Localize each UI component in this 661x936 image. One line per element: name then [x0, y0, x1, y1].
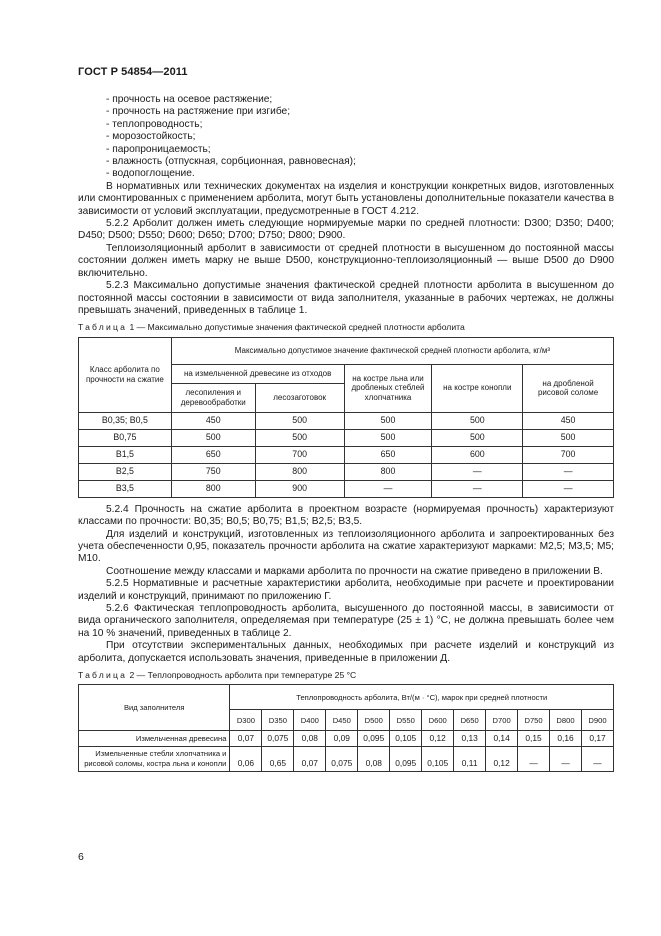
paragraph: 5.2.2 Арболит должен иметь следующие нормируемые марки по средней плотности: D300; D350; D400; D450; D500; D550; D600; D650; D700; D750; D800; D900.	[78, 218, 614, 242]
list-item: - морозостойкость;	[106, 131, 196, 143]
table-cell: —	[518, 747, 550, 771]
table-cell: 500	[255, 429, 344, 446]
table1-caption-word: Таблица	[78, 322, 128, 333]
table-cell: 700	[255, 446, 344, 463]
list-item: - паропроницаемость;	[106, 143, 211, 155]
table-cell: 800	[171, 480, 255, 497]
table-row	[79, 747, 614, 771]
table-cell: 0,12	[422, 731, 454, 747]
col-straw-header: на дробленой рисовой соломе	[523, 364, 614, 412]
table-cell: B0,35; B0,5	[79, 412, 172, 429]
table-cell: B0,75	[79, 429, 172, 446]
document-body	[78, 94, 614, 772]
grade-header: D450	[326, 710, 358, 731]
list-item: - теплопроводность;	[106, 118, 203, 130]
table-cell: 0,16	[550, 731, 582, 747]
table-cell: 0,11	[454, 747, 486, 771]
paragraph: 5.2.6 Фактическая теплопроводность арболита, высушенного до постоянной массы, в зависимости от вида органического заполнителя, определяемая при температуре (25 ± 1) °С, не должна превышать более чем на 10 % значений, приведенных в таблице 2.	[78, 602, 614, 639]
table-cell: 0,105	[390, 731, 422, 747]
list-item: - влажность (отпускная, сорбционная, равновесная);	[106, 156, 356, 168]
table-cell: 600	[432, 446, 523, 463]
col-wood-header: на измельченной древесине из отходов	[171, 364, 344, 383]
table-cell: 500	[344, 412, 432, 429]
table-cell: 0,06	[230, 747, 262, 771]
table-cell: 750	[171, 463, 255, 480]
grade-header: D350	[262, 710, 294, 731]
col-hemp-header: на костре конопли	[432, 364, 523, 412]
col-saw-header: лесопиления и деревообработки	[171, 383, 255, 412]
paragraph: Соотношение между классами и марками арболита по прочности на сжатие приведено в приложении В.	[106, 565, 603, 577]
list-item: - прочность на осевое растяжение;	[106, 94, 273, 105]
table-cell: 0,095	[358, 731, 390, 747]
table2-caption	[78, 669, 614, 681]
paragraph: Для изделий и конструкций, изготовленных из теплоизоляционного арболита и запроектированных без учета обеспеченности 0,95, показатель прочности арболита на сжатие характеризуют марками: M2,5; M3,5; M5; M10.	[78, 528, 614, 565]
table-cell: 450	[523, 412, 614, 429]
col-class-header: Класс арболита по прочности на сжатие	[79, 337, 172, 412]
paragraph: При отсутствии экспериментальных данных, необходимых при расчете изделий и конструкций из арболита, допускается использовать значения, приведенные в приложении Д.	[78, 640, 614, 664]
table-cell: 0,095	[390, 747, 422, 771]
table-cell: B2,5	[79, 463, 172, 480]
table-row	[79, 446, 614, 463]
page-number: 6	[78, 851, 84, 863]
paragraph: 5.2.3 Максимально допустимые значения фактической средней плотности арболита в высушенном до постоянной массы состоянии в зависимости от вида заполнителя, указанные в рабочих чертежах, не должны превышать значений, приведенных в таблице 1.	[78, 280, 614, 316]
table-cell: 0,075	[326, 747, 358, 771]
table-cell: B1,5	[79, 446, 172, 463]
grade-header: D300	[230, 710, 262, 731]
property-list	[78, 94, 614, 181]
table-cell: 500	[171, 429, 255, 446]
grade-header: D700	[486, 710, 518, 731]
table-row	[79, 429, 614, 446]
table-cell: —	[523, 463, 614, 480]
conductivity-table	[78, 684, 614, 771]
filler-name: Измельченная древесина	[79, 731, 230, 747]
table-cell: —	[523, 480, 614, 497]
col-filler-header: Вид заполнителя	[79, 685, 230, 731]
col-group-header: Теплопроводность арболита, Вт/(м · °С), марок при средней плотности	[230, 685, 614, 710]
table-cell: 0,07	[230, 731, 262, 747]
paragraph: В нормативных или технических документах на изделия и конструкции конкретных видов, изготовленных или смонтированных с применением арболита, могут быть установлены дополнительные показатели качества в зависимости от условий эксплуатации, предусмотренные в ГОСТ 4.212.	[78, 180, 614, 217]
paragraph: Теплоизоляционный арболит в зависимости от средней плотности в высушенном до постоянной массы состоянии должен иметь марку не выше D500, конструкционно-теплоизоляционный — выше D500 до D900 включительно.	[78, 242, 614, 279]
table-row	[79, 412, 614, 429]
table-cell: 700	[523, 446, 614, 463]
table2-caption-text: 2 — Теплопроводность арболита при температуре 25 °С	[127, 670, 357, 680]
table-row	[79, 480, 614, 497]
table-cell: 0,07	[294, 747, 326, 771]
grade-header: D600	[422, 710, 454, 731]
col-flax-header: на костре льна или дробленых стеблей хлопчатника	[344, 364, 432, 412]
table-cell: 650	[344, 446, 432, 463]
table-cell: B3,5	[79, 480, 172, 497]
grade-header: D650	[454, 710, 486, 731]
table-cell: 0,105	[422, 747, 454, 771]
table-cell: 0,08	[294, 731, 326, 747]
table-cell: 900	[255, 480, 344, 497]
col-group-header: Максимально допустимое значение фактической средней плотности арболита, кг/м³	[171, 337, 613, 364]
paragraph: 5.2.4 Прочность на сжатие арболита в проектном возрасте (нормируемая прочность) характеризуют классами по прочности: B0,35; B0,5; B0,75; B1,5; B2,5; B3,5.	[78, 503, 614, 528]
table-cell: 500	[523, 429, 614, 446]
table2-caption-word: Таблица	[78, 670, 128, 680]
list-item: - прочность на растяжение при изгибе;	[106, 106, 291, 118]
grade-header: D550	[390, 710, 422, 731]
grade-header: D750	[518, 710, 550, 731]
table-cell: 800	[255, 463, 344, 480]
table-cell: 800	[344, 463, 432, 480]
grade-header: D800	[550, 710, 582, 731]
table-cell: 500	[344, 429, 432, 446]
table-cell: —	[432, 480, 523, 497]
density-table	[78, 337, 614, 498]
paragraph: 5.2.5 Нормативные и расчетные характеристики арболита, необходимые при расчете и проектировании изделий и конструкций, принимают по приложению Г.	[78, 578, 614, 602]
table-cell: 650	[171, 446, 255, 463]
list-item: - водопоглощение.	[106, 168, 195, 180]
grade-header: D400	[294, 710, 326, 731]
table-cell: 500	[432, 429, 523, 446]
table-cell: 0,075	[262, 731, 294, 747]
grade-header: D900	[581, 710, 613, 731]
table-cell: 0,14	[486, 731, 518, 747]
col-forest-header: лесозаготовок	[255, 383, 344, 412]
table-cell: 0,12	[486, 747, 518, 771]
table-cell: —	[432, 463, 523, 480]
table-cell: 0,17	[581, 731, 613, 747]
table-cell: —	[344, 480, 432, 497]
table-cell: 0,15	[518, 731, 550, 747]
table1-caption-text: 1 — Максимально допустимые значения фактической средней плотности арболита	[127, 322, 465, 333]
table-cell: 0,13	[454, 731, 486, 747]
filler-name: Измельченные стебли хлопчатника и рисовой соломы, костра льна и конопли	[79, 747, 230, 771]
table-cell: 0,08	[358, 747, 390, 771]
table-cell: 500	[432, 412, 523, 429]
standard-header: ГОСТ Р 54854—2011	[78, 66, 188, 78]
table-cell: —	[581, 747, 613, 771]
table-cell: 0,65	[262, 747, 294, 771]
table-cell: 450	[171, 412, 255, 429]
table-row	[79, 731, 614, 747]
grade-header: D500	[358, 710, 390, 731]
table1-caption	[78, 321, 614, 333]
table-cell: 0,09	[326, 731, 358, 747]
table-row	[79, 463, 614, 480]
table-cell: 500	[255, 412, 344, 429]
table-cell: —	[550, 747, 582, 771]
